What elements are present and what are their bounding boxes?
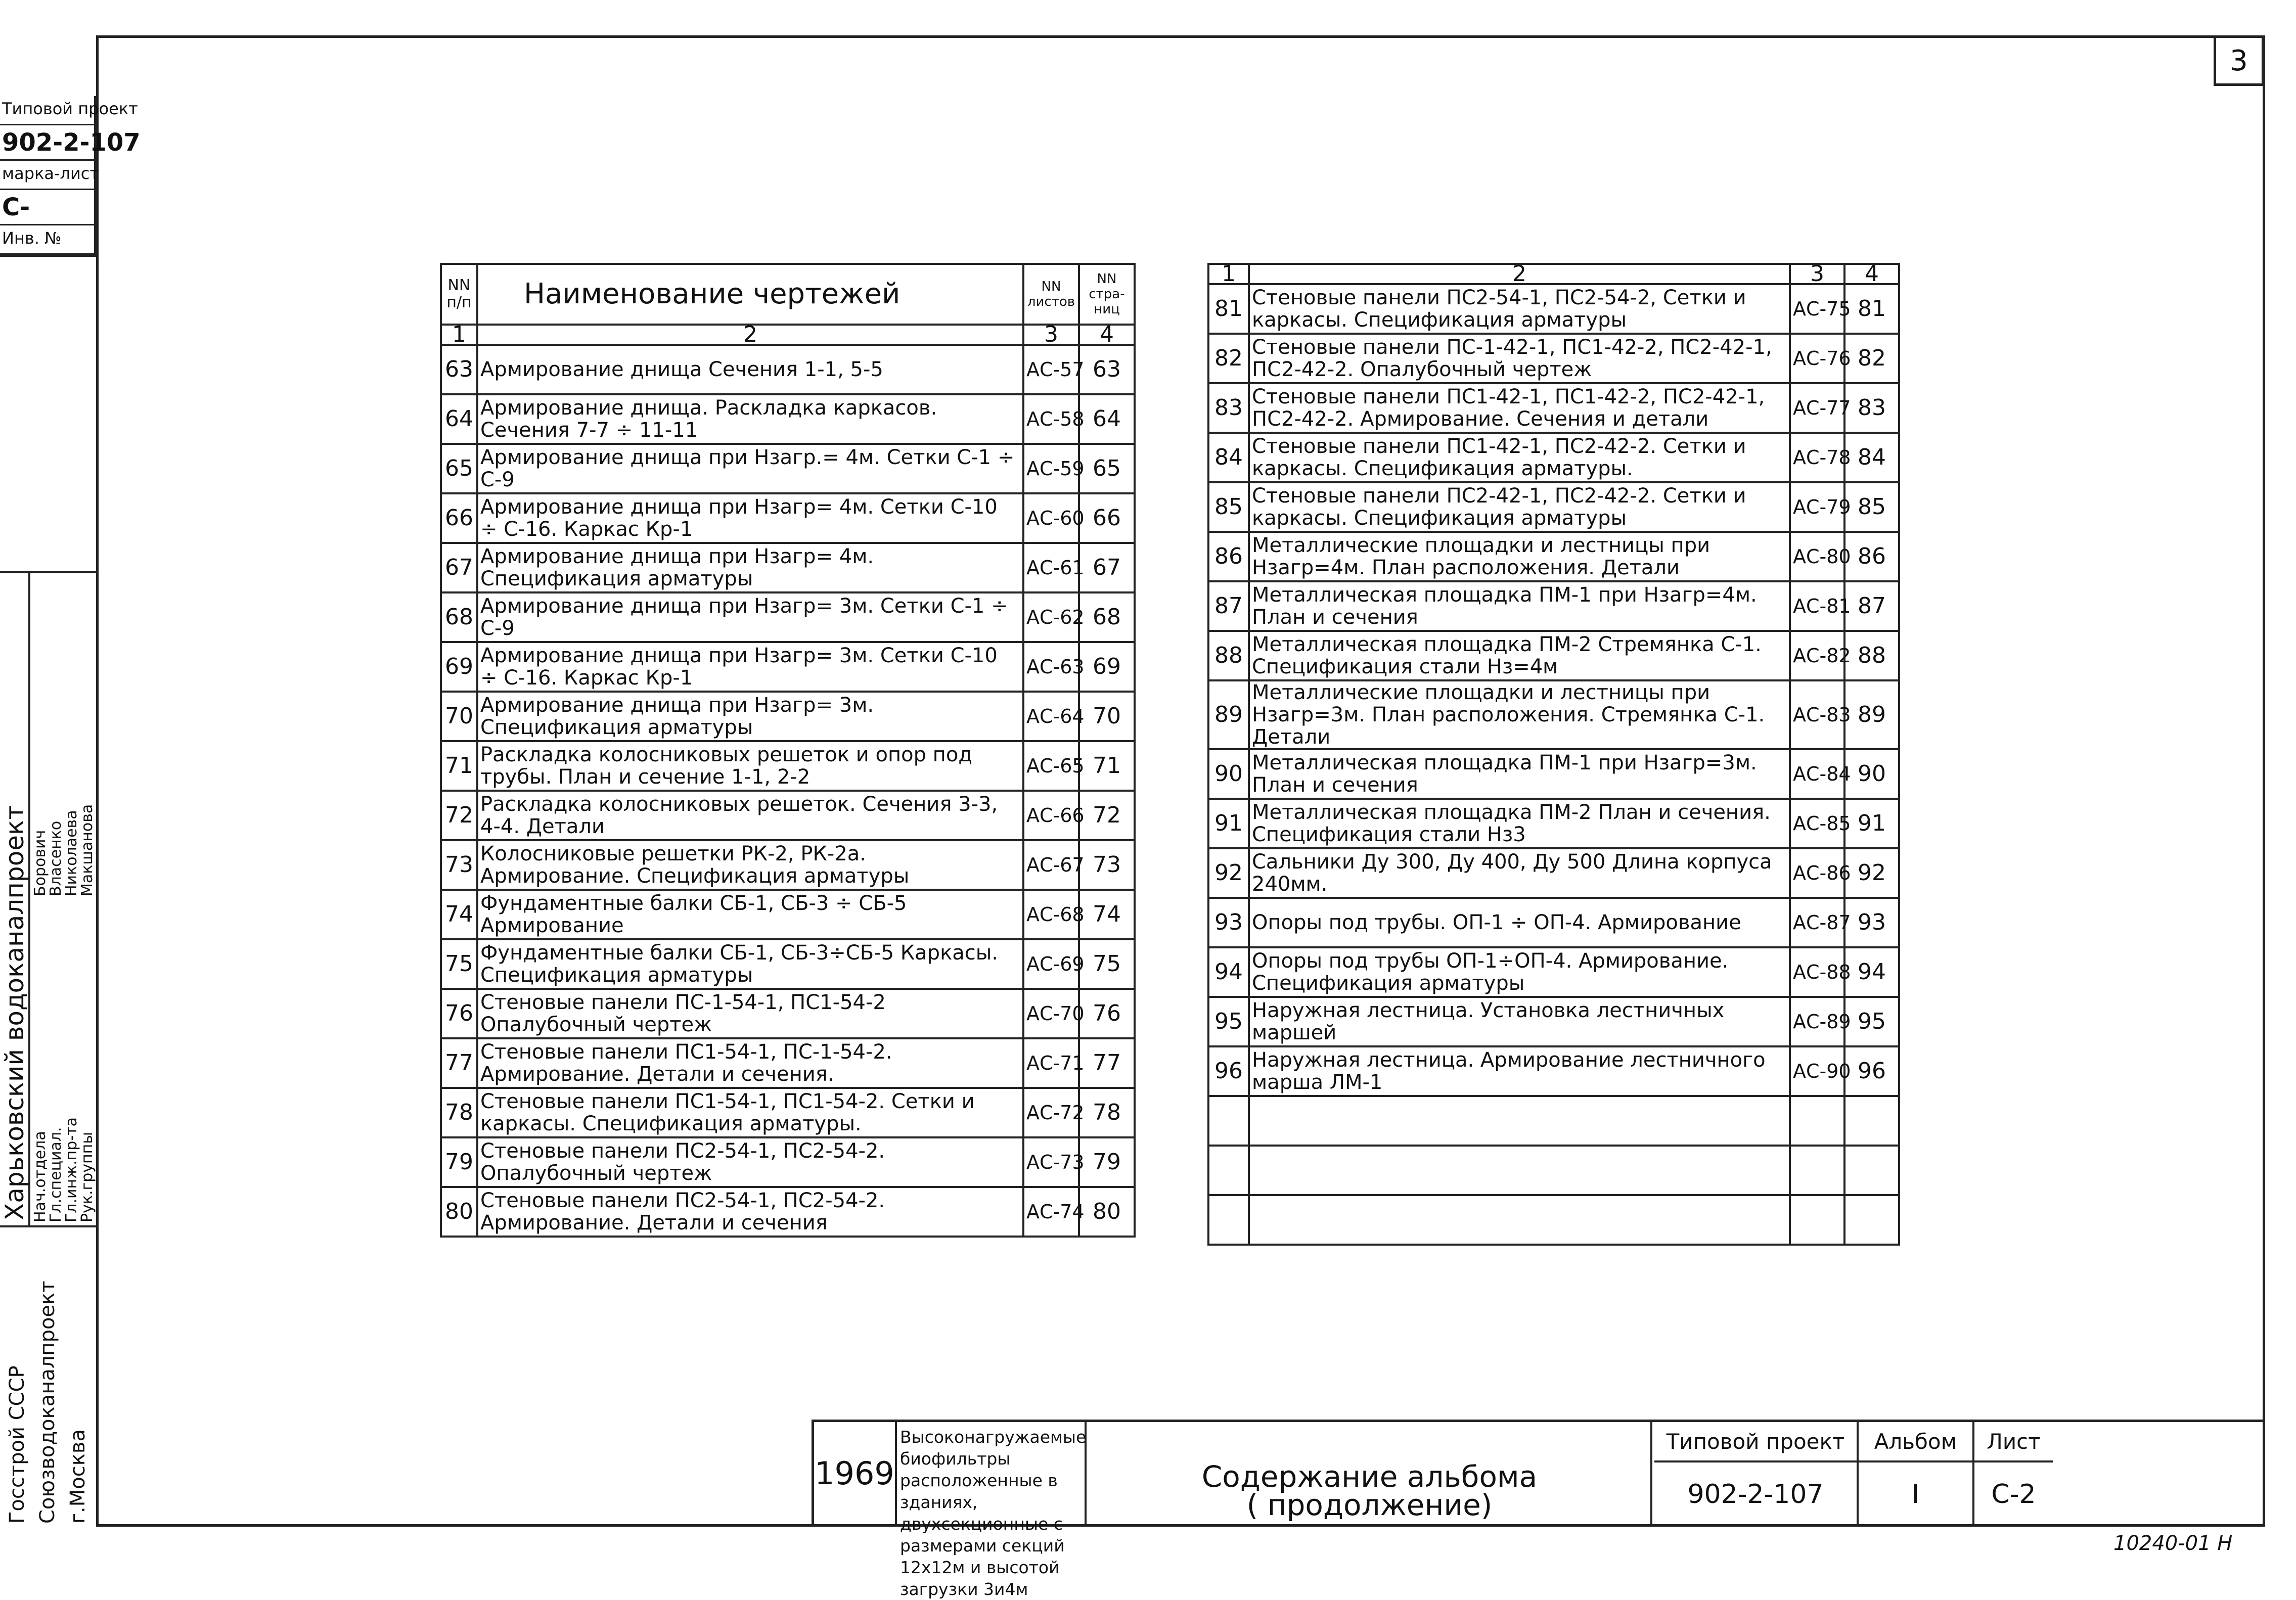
header-name: Наименование чертежей [477,264,1023,325]
table-row [441,939,1135,989]
title-line-2: ( продолжение) [1246,1488,1493,1522]
row-sheet-code: АС-70 [1023,989,1079,1038]
row-sheet-code: АС-57 [1023,345,1079,394]
row-number: 96 [1208,1046,1249,1096]
header-num: NN п/п [441,264,477,325]
row-number: 70 [441,692,477,741]
row-page: 64 [1079,394,1135,444]
mark-sheet-value: С- [0,190,96,225]
row-sheet-code: АС-77 [1790,383,1844,433]
drawings-table-left [440,263,1136,1238]
drawing-frame [96,35,2265,1527]
index-cell: 3 [1023,325,1079,345]
row-page: 82 [1844,334,1899,383]
album-value: I [1911,1479,1920,1510]
name-2: Власенко [47,820,65,896]
table-row [441,543,1135,592]
row-sheet-code: АС-58 [1023,394,1079,444]
row-page: 90 [1844,749,1899,799]
row-page: 66 [1079,493,1135,543]
row-sheet-code: АС-87 [1790,898,1844,947]
row-sheet-code: АС-65 [1023,741,1079,791]
table-row [1208,1146,1899,1195]
row-name: Армирование днища при Нзагр= 3м. Сетки С-1 ÷ С-9 [477,592,1023,642]
table-row [1208,433,1899,482]
row-page: 80 [1079,1187,1135,1237]
title-line-1: Содержание альбома [1201,1459,1538,1494]
index-cell: 4 [1844,264,1899,284]
role-4: Рук.группы [78,1132,96,1222]
name-4: Макшанова [78,804,96,896]
project-label: Типовой проект [1654,1422,1857,1462]
row-page: 73 [1079,840,1135,890]
drawings-table-right [1207,263,1900,1246]
left-table-body [441,345,1135,1237]
table-row [441,1088,1135,1137]
row-name: Металлическая площадка ПМ-1 при Нзагр=3м. План и сечения [1249,749,1790,799]
project-cell [1654,1422,1859,1524]
row-page: 75 [1079,939,1135,989]
row-page: 69 [1079,642,1135,692]
row-number [1208,1195,1249,1245]
row-sheet-code: АС-74 [1023,1187,1079,1237]
sheet-title [1089,1422,1652,1524]
row-name: Стеновые панели ПС1-54-1, ПС1-54-2. Сетки и каркасы. Спецификация арматуры. [477,1088,1023,1137]
mark-sheet-label: марка-лист [0,161,96,190]
row-page: 94 [1844,947,1899,997]
table-row [441,493,1135,543]
row-name: Металлическая площадка ПМ-2 Стремянка С-1. Спецификация стали Нз=4м [1249,631,1790,680]
row-page: 84 [1844,433,1899,482]
inventory-label: Инв. № [0,225,96,255]
row-page [1844,1146,1899,1195]
table-row [1208,532,1899,581]
row-number: 73 [441,840,477,890]
row-number: 75 [441,939,477,989]
row-number: 64 [441,394,477,444]
row-sheet-code: АС-71 [1023,1038,1079,1088]
index-cell: 2 [1249,264,1790,284]
sheet-label: Лист [1974,1422,2053,1462]
row-name: Стеновые панели ПС2-54-1, ПС2-54-2. Опалубочный чертеж [477,1137,1023,1187]
name-3: Николаева [63,810,80,896]
row-page: 92 [1844,848,1899,898]
row-number: 85 [1208,482,1249,532]
row-page: 81 [1844,284,1899,334]
row-number: 65 [441,444,477,493]
row-number: 87 [1208,581,1249,631]
row-sheet-code: АС-85 [1790,799,1844,848]
right-table-body [1208,284,1899,1245]
row-number: 66 [441,493,477,543]
row-name: Армирование днища при Нзагр= 3м. Спецификация арматуры [477,692,1023,741]
row-name: Армирование днища. Раскладка каркасов. Сечения 7-7 ÷ 11-11 [477,394,1023,444]
row-page: 91 [1844,799,1899,848]
table-row [441,791,1135,840]
row-number: 88 [1208,631,1249,680]
row-name: Стеновые панели ПС1-42-1, ПС2-42-2. Сетки и каркасы. Спецификация арматуры. [1249,433,1790,482]
album-cell [1859,1422,1974,1524]
row-number: 91 [1208,799,1249,848]
row-sheet-code: АС-68 [1023,890,1079,939]
row-page: 85 [1844,482,1899,532]
row-sheet-code: АС-63 [1023,642,1079,692]
table-row [441,444,1135,493]
table-row [1208,799,1899,848]
row-page: 88 [1844,631,1899,680]
row-sheet-code: АС-61 [1023,543,1079,592]
row-number: 79 [441,1137,477,1187]
row-number: 68 [441,592,477,642]
table-row [1208,631,1899,680]
row-name: Наружная лестница. Установка лестничных маршей [1249,997,1790,1046]
row-name: Стеновые панели ПС2-54-1, ПС2-54-2, Сетки и каркасы. Спецификация арматуры [1249,284,1790,334]
row-sheet-code: АС-79 [1790,482,1844,532]
row-name: Сальники Ду 300, Ду 400, Ду 500 Длина корпуса 240мм. [1249,848,1790,898]
row-number: 84 [1208,433,1249,482]
table-row [1208,1195,1899,1245]
row-sheet-code: АС-64 [1023,692,1079,741]
table-row [441,394,1135,444]
row-page: 83 [1844,383,1899,433]
row-page: 76 [1079,989,1135,1038]
row-number: 80 [441,1187,477,1237]
row-page: 87 [1844,581,1899,631]
row-number: 89 [1208,680,1249,749]
row-number: 93 [1208,898,1249,947]
table-row [441,1187,1135,1237]
table-row [1208,997,1899,1046]
row-number [1208,1146,1249,1195]
table-row [1208,1046,1899,1096]
row-sheet-code: АС-69 [1023,939,1079,989]
row-number: 67 [441,543,477,592]
row-name: Армирование днища при Нзагр= 3м. Сетки С-10 ÷ С-16. Каркас Кр-1 [477,642,1023,692]
table-row [441,1137,1135,1187]
row-page: 68 [1079,592,1135,642]
row-sheet-code: АС-88 [1790,947,1844,997]
row-sheet-code: АС-82 [1790,631,1844,680]
row-page: 71 [1079,741,1135,791]
table-row [1208,848,1899,898]
row-page: 77 [1079,1038,1135,1088]
row-name: Армирование днища при Нзагр= 4м. Спецификация арматуры [477,543,1023,592]
row-name: Стеновые панели ПС2-54-1, ПС2-54-2. Армирование. Детали и сечения [477,1187,1023,1237]
row-name: Опоры под трубы ОП-1÷ОП-4. Армирование. Спецификация арматуры [1249,947,1790,997]
table-row [441,890,1135,939]
row-name: Стеновые панели ПС1-42-1, ПС1-42-2, ПС2-42-1, ПС2-42-2. Армирование. Сечения и детали [1249,383,1790,433]
row-number: 76 [441,989,477,1038]
index-cell: 1 [441,325,477,345]
row-name [1249,1146,1790,1195]
row-sheet-code: АС-73 [1023,1137,1079,1187]
index-cell: 3 [1790,264,1844,284]
header-pages: NN стра-ниц [1079,264,1135,325]
row-name: Раскладка колосниковых решеток. Сечения 3-3, 4-4. Детали [477,791,1023,840]
row-page: 79 [1079,1137,1135,1187]
table-row [441,692,1135,741]
table-row [441,345,1135,394]
table-row [441,989,1135,1038]
table-row [1208,284,1899,334]
index-cell: 2 [477,325,1023,345]
row-number: 83 [1208,383,1249,433]
table-row [441,1038,1135,1088]
row-sheet-code [1790,1195,1844,1245]
row-name: Фундаментные балки СБ-1, СБ-3 ÷ СБ-5 Армирование [477,890,1023,939]
table-row [1208,749,1899,799]
row-name: Фундаментные балки СБ-1, СБ-3÷СБ-5 Каркасы. Спецификация арматуры [477,939,1023,989]
row-name: Стеновые панели ПС-1-42-1, ПС1-42-2, ПС2-42-1, ПС2-42-2. Опалубочный чертеж [1249,334,1790,383]
publisher-line-3: г.Москва [66,1429,89,1524]
row-page: 78 [1079,1088,1135,1137]
row-page: 86 [1844,532,1899,581]
project-label: Типовой проект [0,96,96,125]
role-2: Гл.специал. [47,1127,65,1222]
publisher-line-1: Госстрой СССР [6,1365,29,1524]
row-number: 63 [441,345,477,394]
project-value: 902-2-107 [1687,1479,1824,1510]
row-name: Металлическая площадка ПМ-1 при Нзагр=4м. План и сечения [1249,581,1790,631]
role-1: Нач.отдела [31,1131,49,1222]
sheet-corner-number: 3 [2214,35,2264,86]
row-number: 77 [441,1038,477,1088]
row-number: 72 [441,791,477,840]
row-sheet-code: АС-72 [1023,1088,1079,1137]
row-page: 70 [1079,692,1135,741]
row-name: Металлические площадки и лестницы при Нзагр=4м. План расположения. Детали [1249,532,1790,581]
row-sheet-code: АС-75 [1790,284,1844,334]
row-number: 71 [441,741,477,791]
top-left-stamp [0,96,141,257]
index-cell: 1 [1208,264,1249,284]
table-row [1208,898,1899,947]
row-name: Армирование днища при Нзагр= 4м. Сетки С-10 ÷ С-16. Каркас Кр-1 [477,493,1023,543]
row-number: 92 [1208,848,1249,898]
row-number: 69 [441,642,477,692]
row-page [1844,1096,1899,1146]
row-sheet-code: АС-76 [1790,334,1844,383]
table-row [1208,947,1899,997]
row-name: Армирование днища при Нзагр.= 4м. Сетки С-1 ÷ С-9 [477,444,1023,493]
row-name: Стеновые панели ПС1-54-1, ПС-1-54-2. Армирование. Детали и сечения. [477,1038,1023,1088]
table-row [441,840,1135,890]
row-name: Армирование днища Сечения 1-1, 5-5 [477,345,1023,394]
row-sheet-code: АС-81 [1790,581,1844,631]
sheet-value: С-2 [1991,1479,2036,1510]
row-sheet-code: АС-67 [1023,840,1079,890]
table-row [441,741,1135,791]
row-name: Раскладка колосниковых решеток и опор под трубы. План и сечение 1-1, 2-2 [477,741,1023,791]
row-sheet-code: АС-83 [1790,680,1844,749]
row-page: 65 [1079,444,1135,493]
row-sheet-code: АС-86 [1790,848,1844,898]
row-name [1249,1195,1790,1245]
row-sheet-code: АС-66 [1023,791,1079,840]
row-sheet-code: АС-59 [1023,444,1079,493]
row-name: Опоры под трубы. ОП-1 ÷ ОП-4. Армирование [1249,898,1790,947]
publisher-line-2: Союзводоканалпроект [36,1281,59,1524]
row-name: Стеновые панели ПС-1-54-1, ПС1-54-2 Опалубочный чертеж [477,989,1023,1038]
table-row [1208,680,1899,749]
table-row [1208,334,1899,383]
name-1: Борович [31,830,49,896]
row-page: 95 [1844,997,1899,1046]
year: 1969 [814,1422,897,1524]
table-row [1208,1096,1899,1146]
project-description: Высоконагружаемые биофильтры расположенные в зданиях, двухсекционные с размерами секций 12х12м и высотой загрузки 3и4м [897,1422,1087,1524]
side-stamp [0,571,96,1529]
table-row [441,592,1135,642]
row-number: 86 [1208,532,1249,581]
row-name: Металлическая площадка ПМ-2 План и сечения. Спецификация стали Нз3 [1249,799,1790,848]
row-page [1844,1195,1899,1245]
row-sheet-code [1790,1096,1844,1146]
row-number [1208,1096,1249,1146]
sheet-cell [1974,1422,2263,1524]
row-sheet-code [1790,1146,1844,1195]
row-page: 67 [1079,543,1135,592]
row-name: Колосниковые решетки РК-2, РК-2а. Армирование. Спецификация арматуры [477,840,1023,890]
project-code: 902-2-107 [0,125,96,161]
row-sheet-code: АС-80 [1790,532,1844,581]
row-page: 72 [1079,791,1135,840]
index-cell: 4 [1079,325,1135,345]
row-name [1249,1096,1790,1146]
table-row [441,642,1135,692]
role-3: Гл.инж.пр-та [63,1117,80,1222]
row-name: Металлические площадки и лестницы при Нзагр=3м. План расположения. Стремянка С-1. Детали [1249,680,1790,749]
header-sheets: NN листов [1023,264,1079,325]
footer-note: 10240-01 Н [2113,1532,2233,1555]
row-name: Стеновые панели ПС2-42-1, ПС2-42-2. Сетки и каркасы. Спецификация арматуры [1249,482,1790,532]
row-page: 89 [1844,680,1899,749]
row-page: 93 [1844,898,1899,947]
row-sheet-code: АС-78 [1790,433,1844,482]
side-org: Харьковский водоканалпроект [0,573,30,1225]
table-row [1208,482,1899,532]
row-number: 90 [1208,749,1249,799]
album-label: Альбом [1859,1422,1972,1462]
table-row [1208,383,1899,433]
row-number: 74 [441,890,477,939]
row-page: 74 [1079,890,1135,939]
row-number: 94 [1208,947,1249,997]
row-page: 63 [1079,345,1135,394]
row-number: 95 [1208,997,1249,1046]
row-sheet-code: АС-89 [1790,997,1844,1046]
row-number: 81 [1208,284,1249,334]
row-number: 78 [441,1088,477,1137]
row-name: Наружная лестница. Армирование лестничного марша ЛМ-1 [1249,1046,1790,1096]
row-number: 82 [1208,334,1249,383]
row-sheet-code: АС-90 [1790,1046,1844,1096]
row-sheet-code: АС-62 [1023,592,1079,642]
row-sheet-code: АС-60 [1023,493,1079,543]
row-sheet-code: АС-84 [1790,749,1844,799]
row-page: 96 [1844,1046,1899,1096]
table-row [1208,581,1899,631]
